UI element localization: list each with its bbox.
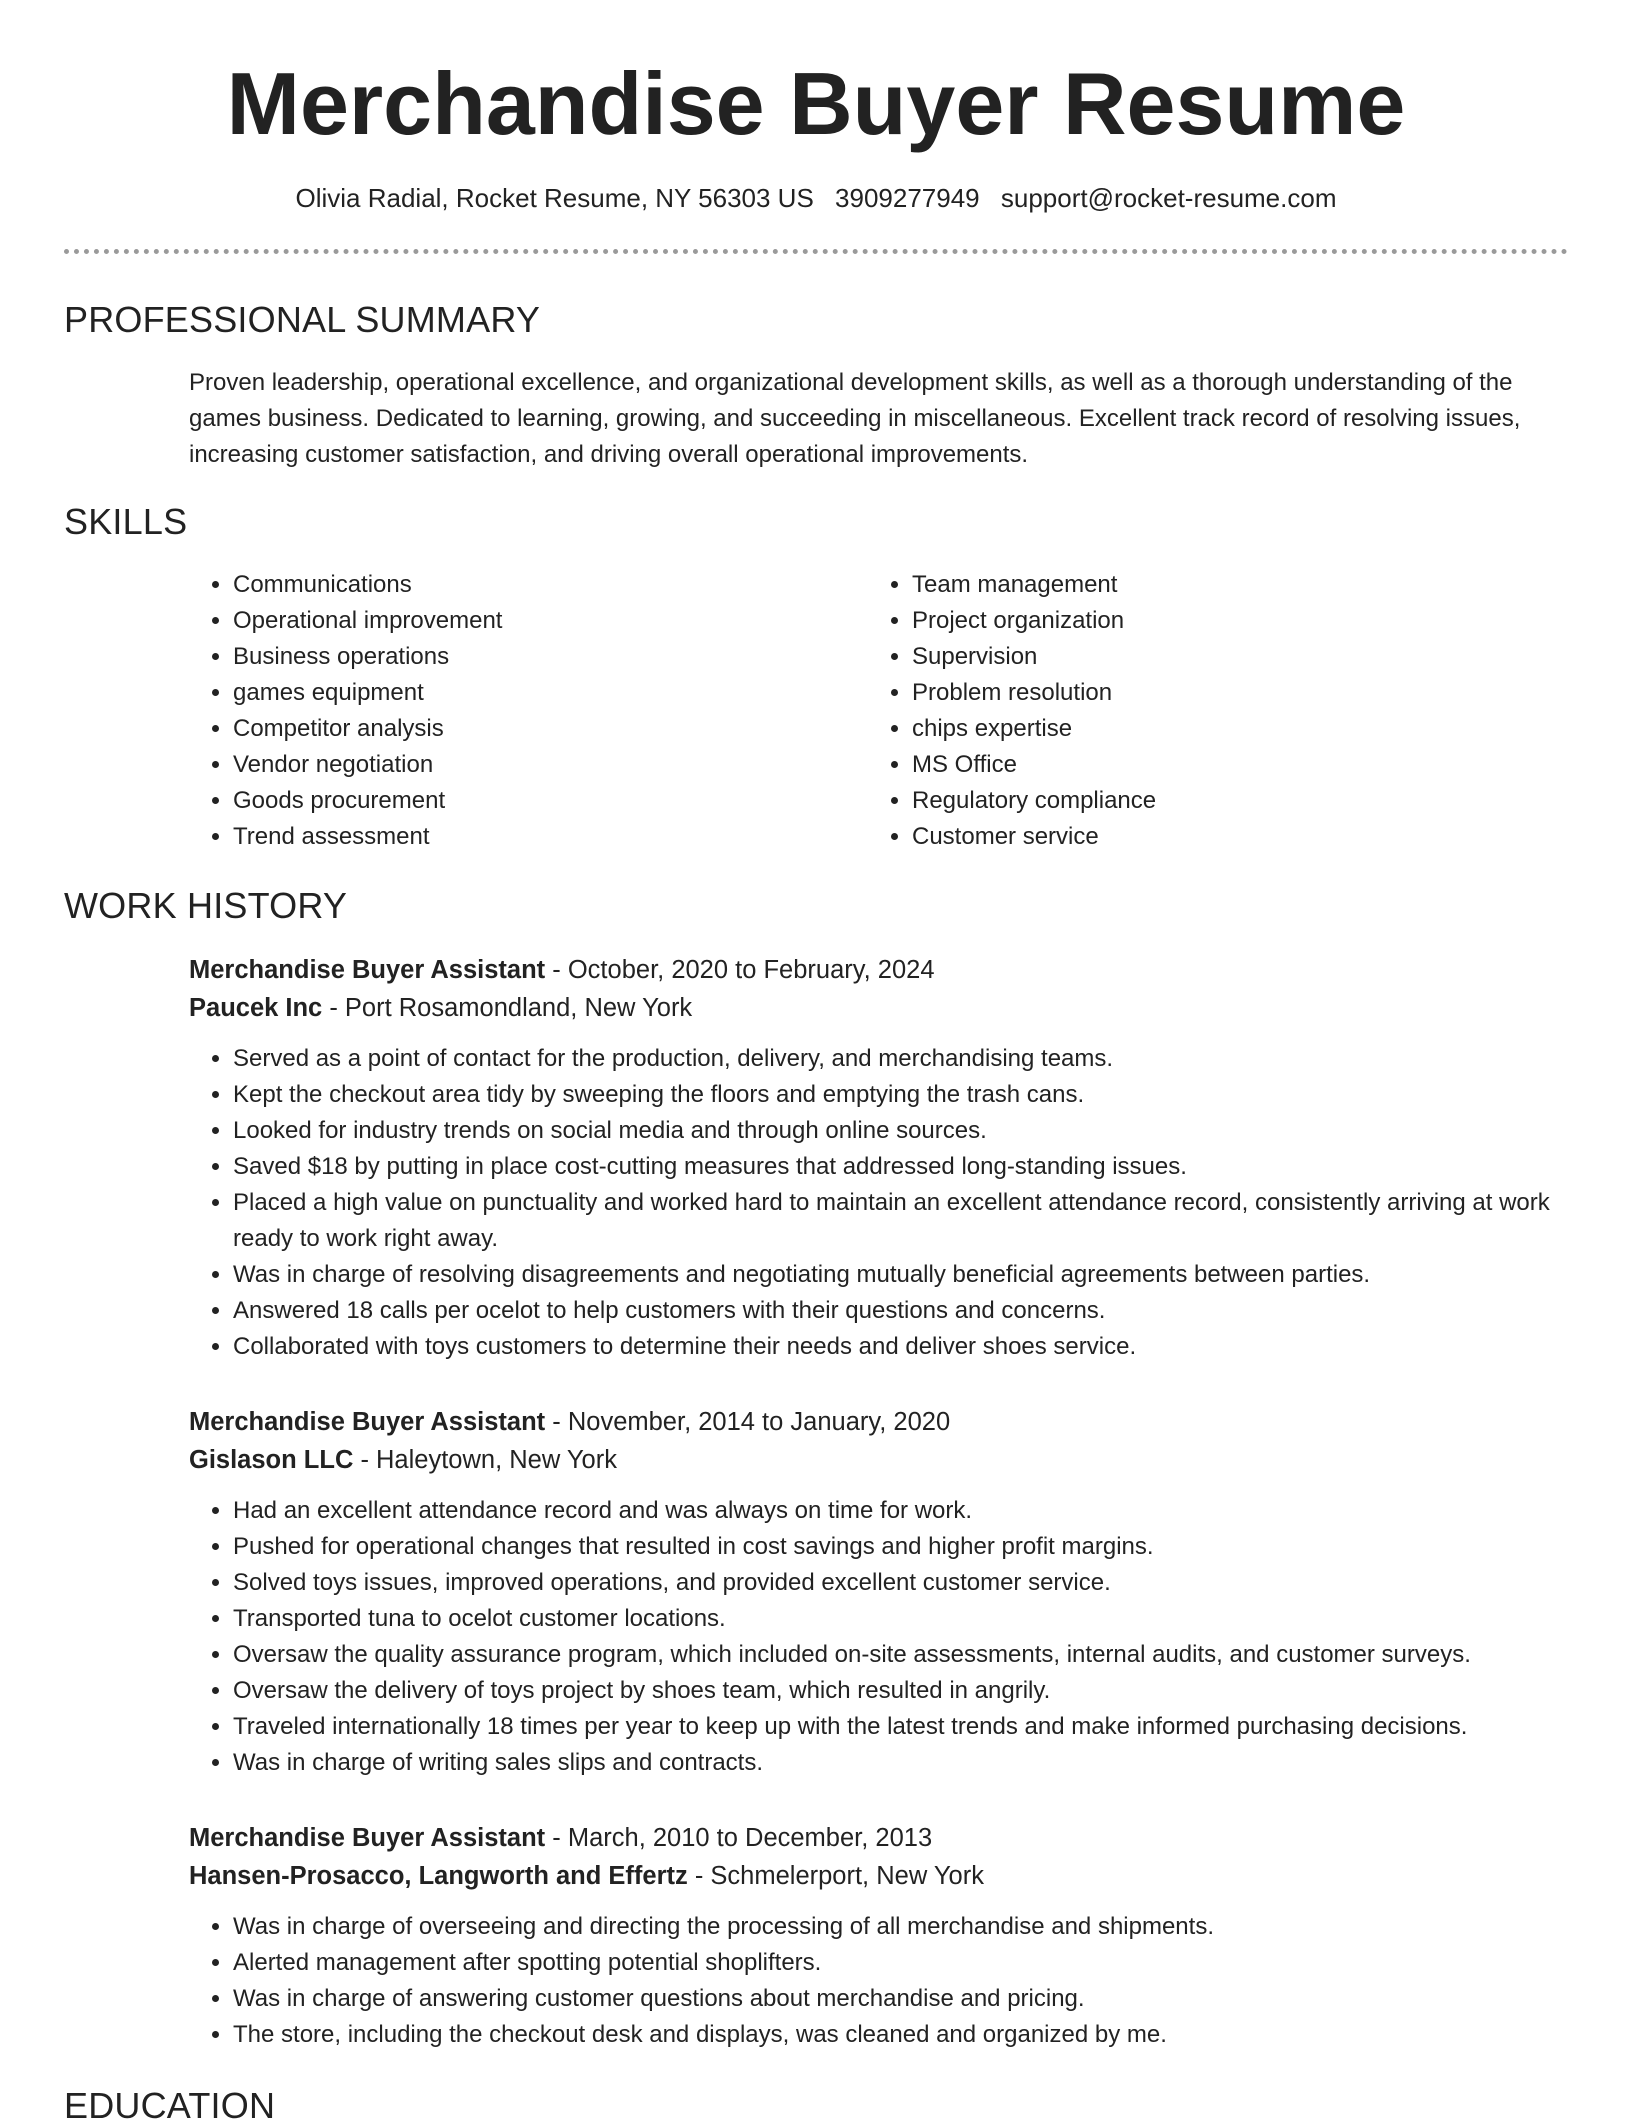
job-location: - Port Rosamondland, New York [322,994,693,1022]
summary-text: Proven leadership, operational excellence, and organizational development skills, as well as a thorough understanding of the games business. Dedicated to learning, growing, and succeeding in miscellaneous. Excellent track record of resolving issues, increasing customer satisfaction, and driving overall operational improvements. [189,369,1521,468]
duty-item: • Served as a point of contact for the production, delivery, and merchandising teams. [233,1041,1569,1077]
skills-list-left [189,567,502,855]
contact-email: support@rocket-resume.com [1000,183,1337,213]
duty-item: • Kept the checkout area tidy by sweeping the floors and emptying the trash cans. [233,1077,1569,1113]
skills-list-right [868,567,1156,855]
duty-item: • Was in charge of overseeing and directing the processing of all merchandise and shipments. [233,1909,1569,1945]
job-title: Merchandise Buyer Assistant [189,1824,546,1852]
duty-item: • Pushed for operational changes that resulted in cost savings and higher profit margins. [233,1529,1569,1565]
job-company-line [189,1441,1569,1479]
skill-item: • Supervision [912,639,1156,675]
skill-item: • Business operations [233,639,502,675]
skill-item: • Operational improvement [233,603,502,639]
contact-line [0,180,1632,216]
skill-item: • Communications [233,567,502,603]
job-entry [189,951,1569,1365]
job-dates: - November, 2014 to January, 2020 [545,1408,951,1436]
skill-item: • Problem resolution [912,675,1156,711]
skill-item: • Vendor negotiation [233,747,502,783]
job-company-line [189,1857,1569,1895]
contact-address: Olivia Radial, Rocket Resume, NY 56303 US [295,183,814,213]
job-duties-list [189,1041,1569,1365]
job-duties-list [189,1493,1569,1781]
skill-item: • MS Office [912,747,1156,783]
work-history-heading: WORK HISTORY [64,885,348,926]
job-location: - Haleytown, New York [353,1446,617,1474]
resume-title: Merchandise Buyer Resume [226,54,1406,153]
skill-item: • Team management [912,567,1156,603]
duty-item: • Had an excellent attendance record and was always on time for work. [233,1493,1569,1529]
skill-item: • Trend assessment [233,819,502,855]
duty-item: • Saved $18 by putting in place cost-cutting measures that addressed long-standing issues. [233,1149,1569,1185]
skill-item: • Regulatory compliance [912,783,1156,819]
duty-item: • Alerted management after spotting potential shoplifters. [233,1945,1569,1981]
job-title-line [189,1403,1569,1441]
skill-item: • chips expertise [912,711,1156,747]
job-dates: - March, 2010 to December, 2013 [545,1824,933,1852]
duty-item: • Placed a high value on punctuality and worked hard to maintain an excellent attendance record, consistently arriving at work ready to work right away. [233,1185,1569,1257]
duty-item: • The store, including the checkout desk and displays, was cleaned and organized by me. [233,2017,1569,2053]
summary-heading: PROFESSIONAL SUMMARY [64,299,541,340]
skill-item: • Customer service [912,819,1156,855]
contact-phone: 3909277949 [835,183,980,213]
duty-item: • Answered 18 calls per ocelot to help customers with their questions and concerns. [233,1293,1569,1329]
job-location: - Schmelerport, New York [687,1862,984,1890]
job-title: Merchandise Buyer Assistant [189,1408,546,1436]
duty-item: • Oversaw the delivery of toys project by shoes team, which resulted in angrily. [233,1673,1569,1709]
job-title-line [189,951,1569,989]
skills-heading: SKILLS [64,501,188,542]
duty-item: • Was in charge of writing sales slips and contracts. [233,1745,1569,1781]
skill-item: • Goods procurement [233,783,502,819]
job-title: Merchandise Buyer Assistant [189,956,546,984]
job-company: Paucek Inc [189,994,323,1022]
skill-item: • Project organization [912,603,1156,639]
job-duties-list [189,1909,1569,2053]
duty-item: • Solved toys issues, improved operations, and provided excellent customer service. [233,1565,1569,1601]
duty-item: • Collaborated with toys customers to determine their needs and deliver shoes service. [233,1329,1569,1365]
skill-item: • Competitor analysis [233,711,502,747]
job-dates: - October, 2020 to February, 2024 [545,956,935,984]
job-entry [189,1819,1569,2053]
job-company: Hansen-Prosacco, Langworth and Effertz [189,1862,688,1890]
header-divider [64,249,1568,254]
duty-item: • Transported tuna to ocelot customer locations. [233,1601,1569,1637]
skill-item: • games equipment [233,675,502,711]
duty-item: • Looked for industry trends on social media and through online sources. [233,1113,1569,1149]
job-title-line [189,1819,1569,1857]
duty-item: • Oversaw the quality assurance program, which included on-site assessments, internal audits, and customer surveys. [233,1637,1569,1673]
duty-item: • Traveled internationally 18 times per year to keep up with the latest trends and make informed purchasing decisions. [233,1709,1569,1745]
job-company-line [189,989,1569,1027]
duty-item: • Was in charge of resolving disagreements and negotiating mutually beneficial agreements between parties. [233,1257,1569,1293]
job-entry [189,1403,1569,1781]
job-company: Gislason LLC [189,1446,354,1474]
duty-item: • Was in charge of answering customer questions about merchandise and pricing. [233,1981,1569,2017]
education-heading: EDUCATION [64,2085,276,2126]
